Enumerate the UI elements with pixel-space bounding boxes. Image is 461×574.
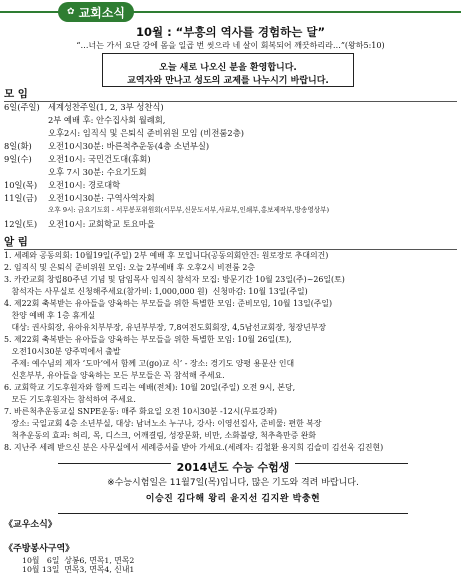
section-header — [0, 0, 461, 24]
notice-item: 척추운동의 효과: 허리, 목, 디스크, 어깨결림, 성장문화, 비만, 소화불량, 척추측만증 완화 — [4, 431, 316, 440]
schedule-item: 오전10시: 국민건도대(휴회) — [48, 154, 151, 164]
weekly-row: 10월 13일 면목3, 면목4, 신내1 — [22, 564, 135, 574]
notice-item: 1. 세례와 공동의회: 10월19일(주일) 2부 예배 후 모입니다(공동의회안건: 원로장로 추대의건) — [4, 251, 329, 260]
schedule-day: 9일(수) — [4, 154, 32, 164]
welcome-line-2: 교역자와 만나고 성도의 교제를 나누시기 바랍니다. — [127, 76, 329, 86]
schedule-item: 오전10시30분: 바른척추운동(4층 소년부실) — [48, 141, 210, 151]
schedule-day: 8일(화) — [4, 141, 32, 151]
schedule-item: 오후 9시: 금요기도회 - 서무봉포위원회(서무부,신문도서부,사료부,인쇄부,홍보제작부,방송영상부) — [48, 206, 330, 214]
schedule-day: 11일(금) — [4, 193, 38, 203]
schedule-item: 2부 예배 후: 안수집사회 월례회, — [48, 115, 166, 125]
notice-item: 8. 지난주 세례 받으신 분은 사무실에서 세례증서를 받아 가세요.(세례자: 김철환 용지희 김슬미 김선욱 김진현) — [4, 443, 384, 452]
schedule-day: 12일(토) — [4, 219, 38, 229]
schedule-item: 오전10시: 교회학교 토요마을 — [48, 219, 155, 229]
notice-item: 참석자는 사무실로 신청해주세요(참가비: 1,000,000 원) 신청마감: 10월 13일(주일) — [4, 287, 308, 296]
section-tab-label: 교회소식 — [78, 5, 125, 20]
weekly-heading: 《주방봉사구역》 — [4, 544, 75, 554]
exam-line-1: ※수능시험일은 11월7일(목)입니다, 많은 기도와 격려 바랍니다. — [107, 478, 359, 488]
welcome-line-1: 오늘 새로 나오신 분을 환영합니다. — [159, 63, 297, 73]
schedule-item: 세계성찬주일(1, 2, 3부 성찬식) — [48, 102, 164, 112]
notice-item: 오전10시30분 양주먹에서 출발 — [4, 347, 121, 356]
notice-item: 2. 임직식 및 은퇴식 준비위원 모임: 오늘 2부예배 후 오후2시 비전룸 2층 — [4, 263, 256, 272]
schedule-heading: 모 임 — [4, 88, 28, 100]
section-tab — [58, 2, 134, 22]
exam-title: 2014년도 수능 수험생 — [171, 461, 296, 474]
leaf-icon: ✿ — [67, 7, 75, 17]
exam-box-bottom-rule — [58, 513, 408, 514]
schedule-day: 6일(주일) — [4, 102, 40, 112]
exam-box — [58, 456, 408, 514]
month-theme-verse: “…너는 가서 요단 강에 몸을 일곱 번 씻으라 네 살이 회복되어 깨끗하리라…”(왕하5:10) — [76, 41, 385, 50]
welcome-box — [102, 53, 354, 87]
notice-item: 모든 기도후원자는 참석하여 주세요. — [4, 395, 136, 404]
weekly-row: 10월 6일 상봉6, 면목1, 면목2 — [22, 556, 135, 565]
schedule-item: 오후2시: 임직식 및 은퇴식 준비위원 모임 (비전룸2층) — [48, 128, 244, 138]
schedule-day: 10일(목) — [4, 180, 38, 190]
schedule-item: 오후 7시 30분: 수요기도회 — [48, 167, 147, 177]
exam-students: 이승진 김다해 왕리 윤지선 김지완 박충현 — [145, 494, 321, 504]
notice-item: 4. 제22회 축복받는 유아들을 양육하는 부모들을 위한 특별한 모임: 준비모임, 10월 13일(주일) — [4, 299, 333, 308]
notice-item: 신혼부부, 유아들을 양육하는 모든 부모들은 꼭 참석해 주세요. — [4, 371, 225, 380]
notice-item: 7. 바른척추운동교실 SNPE운동: 매주 화요일 오전 10시30분 -12시(무료강좌) — [4, 407, 278, 416]
notice-item: 찬양 예배 후 1층 휴게실 — [4, 311, 96, 320]
schedule-item: 오전10시: 경로대학 — [48, 180, 121, 190]
notice-item: 6. 교회학교 기도후원자와 함께 드리는 예배(전체): 10월 20일(주일) 오전 9시, 본당, — [4, 383, 296, 392]
notices-rule — [4, 249, 457, 250]
notice-item: 5. 제22회 축복받는 유아들을 양육하는 부모들을 위한 특별한 모임: 10월 26일(토), — [4, 335, 292, 344]
members-heading: 《교우소식》 — [4, 520, 57, 530]
month-theme-title: 10월 : “부흥의 역사를 경험하는 달” — [135, 25, 326, 39]
notice-item: 대상: 권사회장, 유아유치부부장, 유년부부장, 7,8여전도회회장, 4,5남선교회장, 청장년부장 — [4, 323, 327, 332]
notice-item: 장소: 국일교회 4층 소년부실, 대상: 남녀노소 누구나, 강사: 이영선집사, 준비물: 편한 복장 — [4, 419, 322, 428]
notices-heading: 알 림 — [4, 236, 28, 248]
exam-title-wrap — [58, 456, 408, 475]
notice-item: 3. 카칸교회 창립80주년 기념 및 담임목사 임직식 참석자 모집: 방문기간 10월 23일(주)~26일(토) — [4, 275, 345, 284]
notice-item: 주제: 예수님의 제자 ‘도마’에서 함께 고(go)교 식’ - 장소: 경기도 양평 용문산 인대 — [4, 359, 295, 368]
schedule-item: 오전10시30분: 구역사역자회 — [48, 193, 155, 203]
